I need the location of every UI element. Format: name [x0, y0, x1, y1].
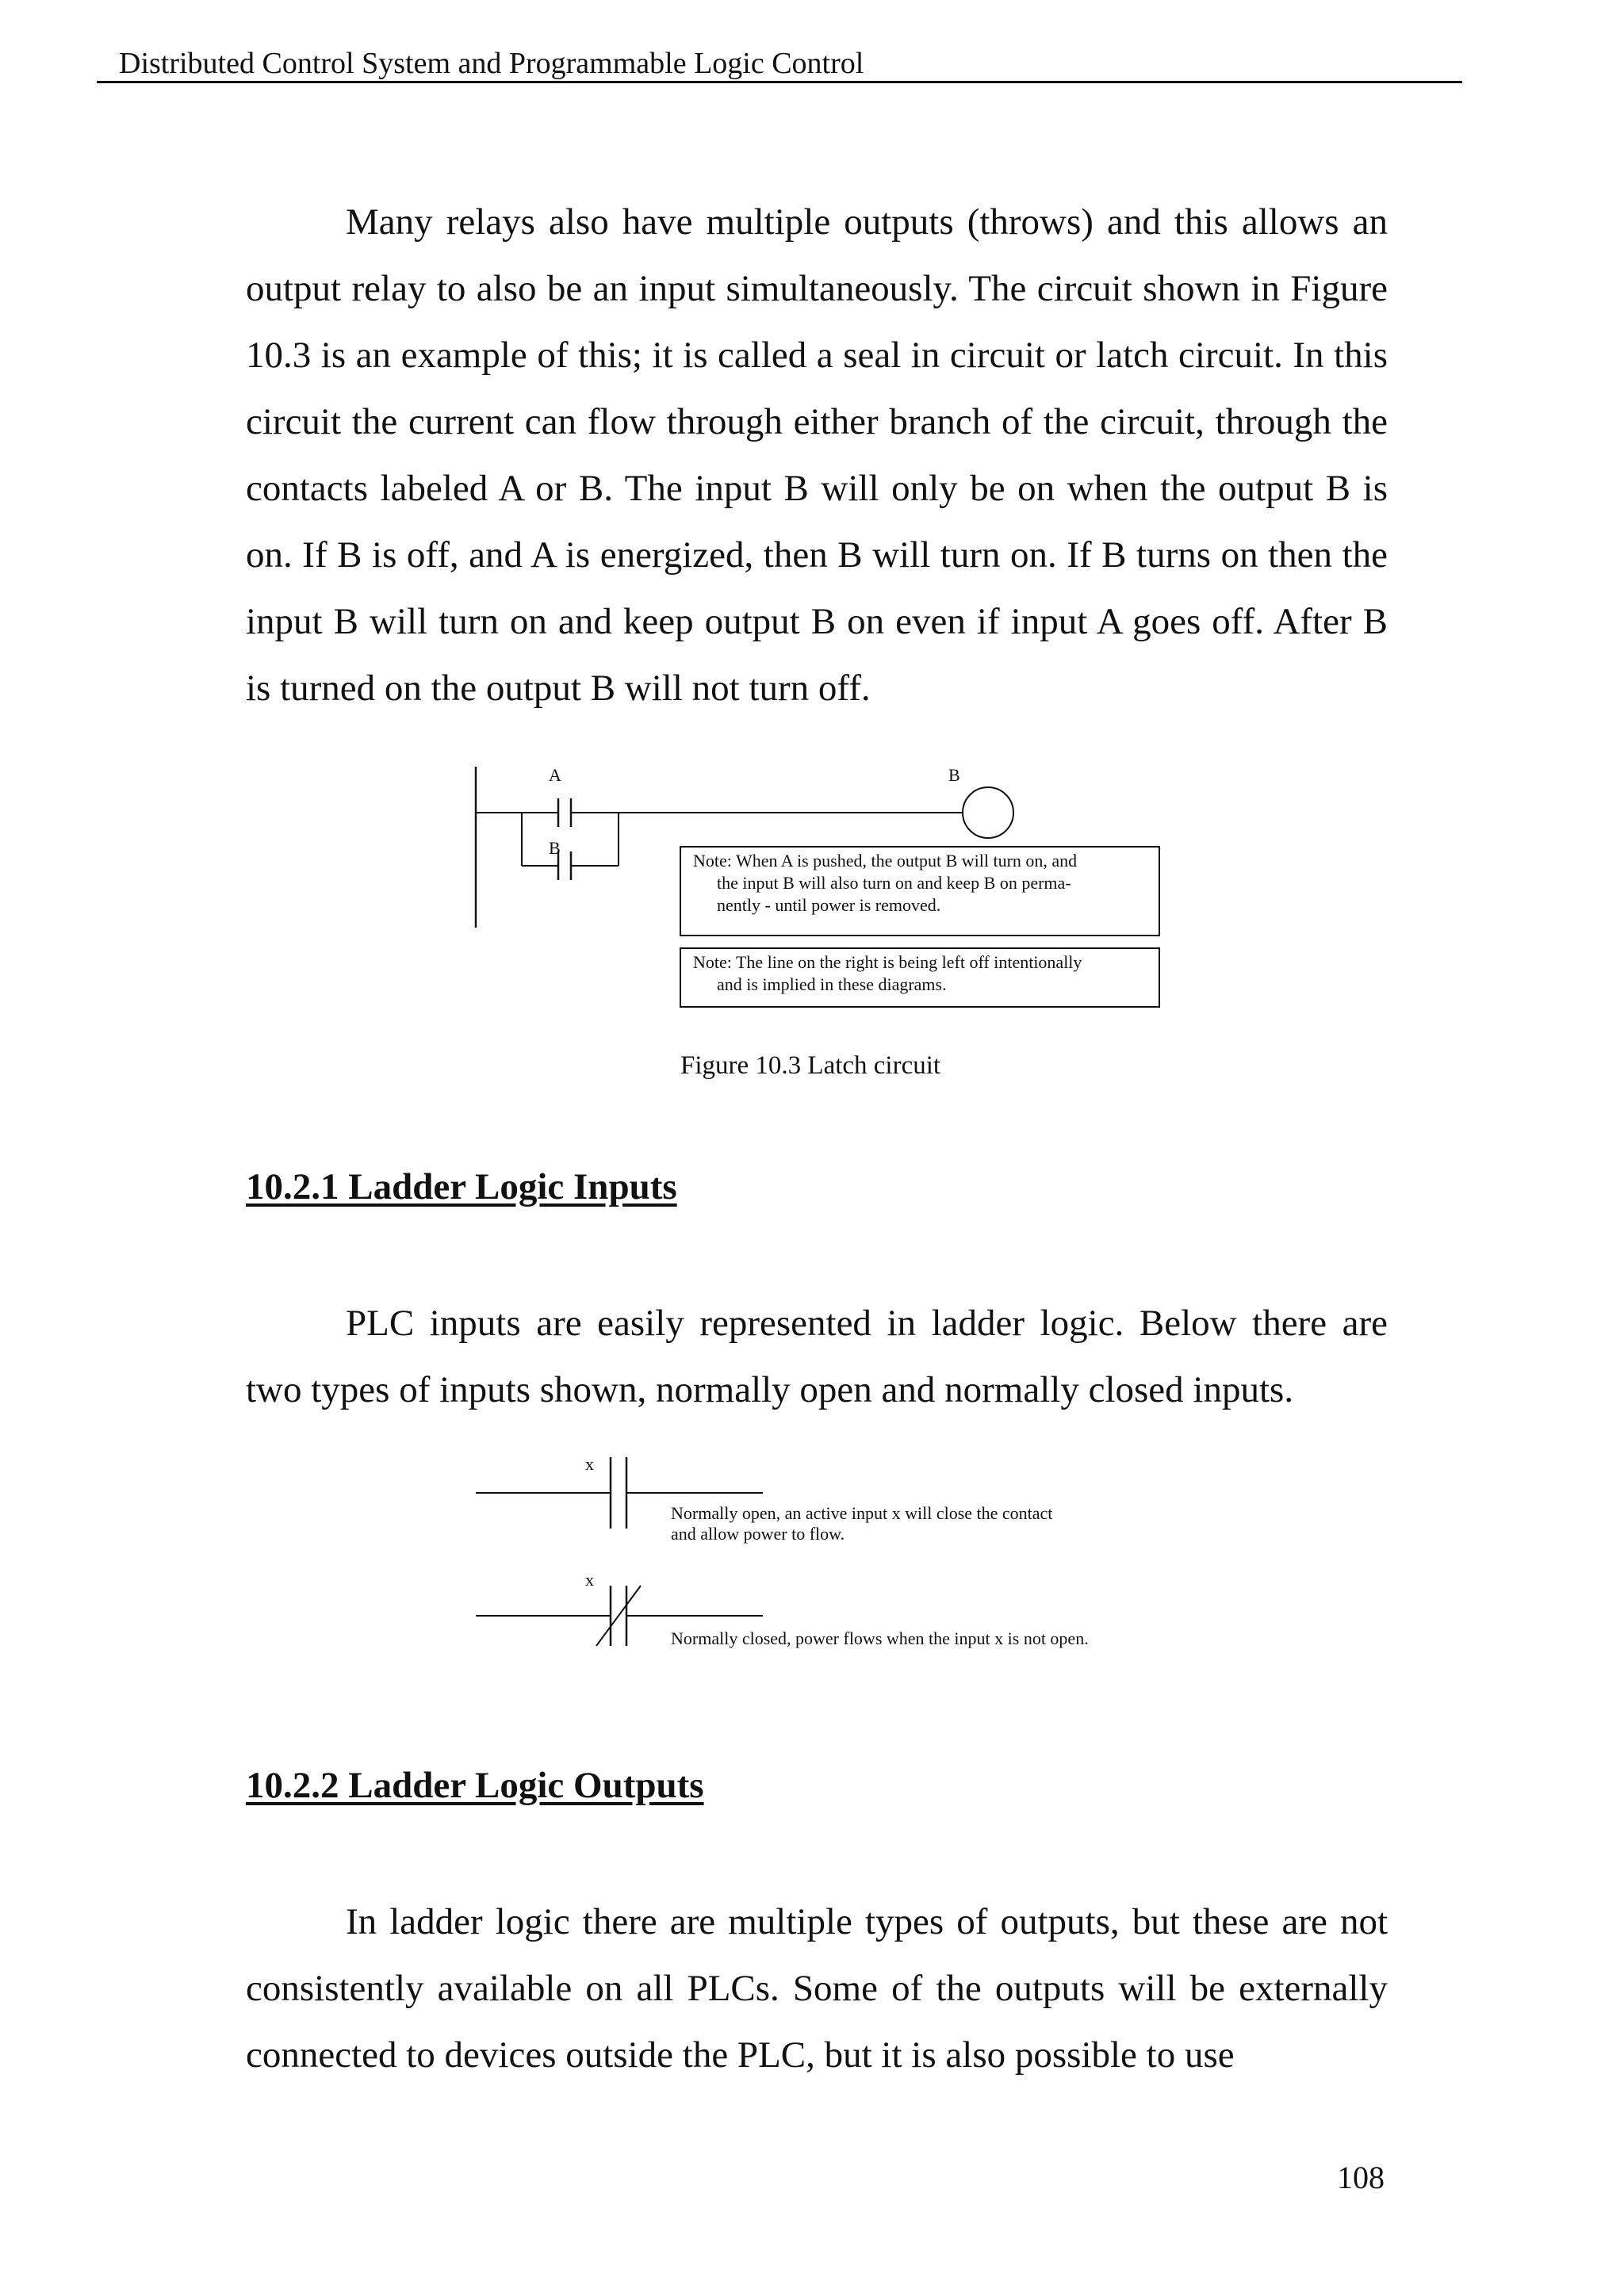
note-1-line-2: the input B will also turn on and keep B on perma- [717, 873, 1071, 893]
contact-b-label: B [549, 838, 561, 858]
coil-b-icon [963, 787, 1013, 838]
no-contact-desc-line-2: and allow power to flow. [671, 1524, 845, 1544]
latch-circuit-figure [468, 757, 1182, 1019]
nc-contact-label: x [585, 1570, 594, 1590]
nc-contact-desc: Normally closed, power flows when the input x is not open. [671, 1628, 1089, 1648]
no-contact-desc-line-1: Normally open, an active input x will close the contact [671, 1503, 1053, 1523]
contact-a-label: A [549, 765, 561, 785]
paragraph-latch-intro: Many relays also have multiple outputs (throws) and this allows an output relay to also be an input simultaneously. The circuit shown in Figure 10.3 is an example of this; it is called a seal in circuit or latch circuit. In this circuit the current can flow through either branch of the circuit, through the contacts labeled A or B. The input B will only be on when the output B is on. If B is off, and A is energized, then B will turn on. If B turns on then the input B will turn on and keep output B on even if input A goes off. After B is turned on the output B will not turn off. [246, 201, 1388, 709]
paragraph-inputs: PLC inputs are easily represented in ladder logic. Below there are two types of inputs shown, normally open and normally closed inputs. [246, 1303, 1388, 1410]
coil-b-label: B [948, 765, 960, 785]
section-heading-outputs: 10.2.2 Ladder Logic Outputs [246, 1765, 704, 1806]
page-number: 108 [1337, 2160, 1385, 2195]
paragraph-outputs: In ladder logic there are multiple types of outputs, but these are not consistently available on all PLCs. Some of the outputs will be externally connected to devices outside the PLC, but it is also possible to use [246, 1901, 1388, 2076]
note-2-line-1: Note: The line on the right is being left off intentionally [693, 952, 1082, 972]
section-heading-inputs: 10.2.1 Ladder Logic Inputs [246, 1166, 677, 1207]
note-1-line-1: Note: When A is pushed, the output B will turn on, and [693, 851, 1078, 871]
figure-caption: Figure 10.3 Latch circuit [680, 1051, 941, 1080]
header-rule [97, 81, 1462, 83]
note-2-line-2: and is implied in these diagrams. [717, 974, 947, 994]
running-header: Distributed Control System and Programmable Logic Control [119, 47, 864, 80]
no-contact-label: x [585, 1454, 594, 1474]
note-1-line-3: nently - until power is removed. [717, 895, 941, 915]
rung-main [476, 798, 963, 827]
input-types-figure [468, 1449, 1182, 1655]
